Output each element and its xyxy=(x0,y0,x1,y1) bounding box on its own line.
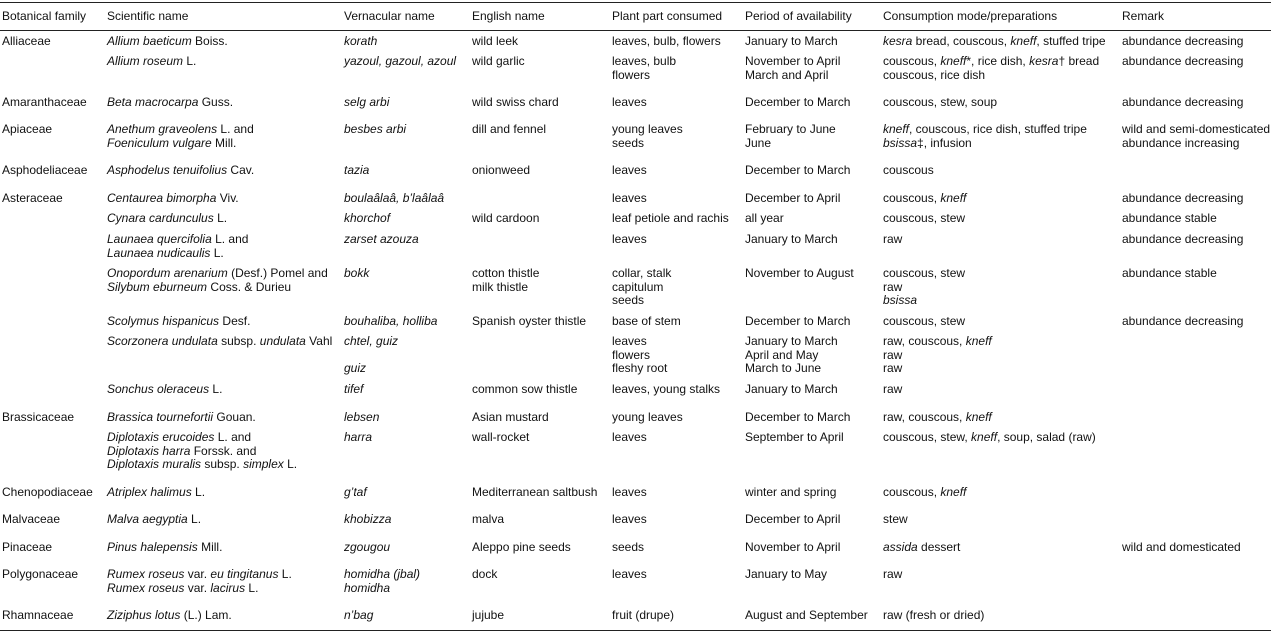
cell-remark: abundance stable xyxy=(1122,211,1217,225)
cell-period: December to March xyxy=(745,314,851,328)
table-top-rule xyxy=(0,2,1271,3)
cell-plant-part: seeds xyxy=(612,540,645,554)
cell-consumption-mode: raw xyxy=(883,567,903,581)
cell-remark: abundance decreasing xyxy=(1122,54,1244,68)
cell-family: Amaranthaceae xyxy=(2,95,87,109)
cell-plant-part: base of stem xyxy=(612,314,681,328)
cell-period: December to April xyxy=(745,191,841,205)
table-bottom-rule xyxy=(0,630,1271,631)
cell-consumption-mode: couscous, stew xyxy=(883,211,966,225)
cell-scientific-name: Allium roseum L. xyxy=(107,54,197,68)
cell-vernacular-name: korath xyxy=(344,34,378,48)
cell-plant-part: leaves xyxy=(612,95,647,109)
cell-scientific-name: Allium baeticum Boiss. xyxy=(107,34,228,48)
cell-family: Chenopodiaceae xyxy=(2,485,93,499)
cell-plant-part: leaves, young stalks xyxy=(612,382,721,396)
header-remark: Remark xyxy=(1122,9,1165,23)
cell-family: Asteraceae xyxy=(2,191,63,205)
cell-plant-part: fruit (drupe) xyxy=(612,608,675,622)
cell-vernacular-name: yazoul, gazoul, azoul xyxy=(344,54,457,68)
cell-family: Alliaceae xyxy=(2,34,51,48)
header-plant-part: Plant part consumed xyxy=(612,9,723,23)
cell-vernacular-name: chtel, guiz guiz xyxy=(344,334,399,376)
cell-english-name: Aleppo pine seeds xyxy=(472,540,571,554)
cell-plant-part: leaves xyxy=(612,163,647,177)
cell-english-name: wild swiss chard xyxy=(472,95,559,109)
cell-scientific-name: Diplotaxis erucoides L. and Diplotaxis harra Forssk. and Diplotaxis muralis subsp. simplex L. xyxy=(107,430,298,472)
cell-remark: wild and semi-domesticated abundance increasing xyxy=(1122,122,1271,150)
cell-english-name: dock xyxy=(472,567,498,581)
cell-english-name: wild cardoon xyxy=(472,211,540,225)
cell-scientific-name: Asphodelus tenuifolius Cav. xyxy=(107,163,255,177)
cell-consumption-mode: raw xyxy=(883,232,903,246)
cell-consumption-mode: raw, couscous, kneff raw raw xyxy=(883,334,992,376)
cell-scientific-name: Beta macrocarpa Guss. xyxy=(107,95,234,109)
cell-period: November to August xyxy=(745,266,854,280)
cell-family: Polygonaceae xyxy=(2,567,79,581)
cell-vernacular-name: besbes arbi xyxy=(344,122,407,136)
cell-consumption-mode: raw, couscous, kneff xyxy=(883,410,992,424)
cell-scientific-name: Cynara cardunculus L. xyxy=(107,211,228,225)
cell-scientific-name: Pinus halepensis Mill. xyxy=(107,540,223,554)
cell-scientific-name: Centaurea bimorpha Viv. xyxy=(107,191,239,205)
cell-plant-part: young leaves seeds xyxy=(612,122,683,150)
cell-plant-part: leaf petiole and rachis xyxy=(612,211,729,225)
cell-consumption-mode: raw xyxy=(883,382,903,396)
cell-english-name: common sow thistle xyxy=(472,382,578,396)
cell-family: Apiaceae xyxy=(2,122,53,136)
cell-family: Rhamnaceae xyxy=(2,608,74,622)
cell-remark: abundance decreasing xyxy=(1122,191,1244,205)
cell-vernacular-name: selg arbi xyxy=(344,95,390,109)
cell-english-name: Spanish oyster thistle xyxy=(472,314,587,328)
cell-period: September to April xyxy=(745,430,844,444)
cell-english-name: malva xyxy=(472,512,505,526)
cell-vernacular-name: zgougou xyxy=(344,540,391,554)
cell-period: December to March xyxy=(745,95,851,109)
cell-plant-part: leaves xyxy=(612,485,647,499)
cell-english-name: Mediterranean saltbush xyxy=(472,485,598,499)
cell-period: November to April March and April xyxy=(745,54,841,82)
cell-remark: abundance decreasing xyxy=(1122,314,1244,328)
cell-english-name: wild garlic xyxy=(472,54,525,68)
cell-period: January to March xyxy=(745,34,838,48)
header-vernacular-name: Vernacular name xyxy=(344,9,435,23)
cell-period: winter and spring xyxy=(745,485,837,499)
cell-vernacular-name: tazia xyxy=(344,163,370,177)
cell-plant-part: leaves xyxy=(612,512,647,526)
cell-english-name: wall-rocket xyxy=(472,430,530,444)
cell-period: December to March xyxy=(745,410,851,424)
cell-consumption-mode: couscous, stew, soup xyxy=(883,95,998,109)
cell-scientific-name: Sonchus oleraceus L. xyxy=(107,382,223,396)
cell-vernacular-name: khobizza xyxy=(344,512,392,526)
cell-family: Pinaceae xyxy=(2,540,53,554)
cell-remark: abundance decreasing xyxy=(1122,95,1244,109)
cell-scientific-name: Ziziphus lotus (L.) Lam. xyxy=(107,608,232,622)
cell-english-name: dill and fennel xyxy=(472,122,547,136)
cell-remark: abundance decreasing xyxy=(1122,34,1244,48)
cell-vernacular-name: bokk xyxy=(344,266,370,280)
cell-plant-part: leaves xyxy=(612,191,647,205)
cell-english-name: cotton thistle milk thistle xyxy=(472,266,540,294)
cell-scientific-name: Brassica tournefortii Gouan. xyxy=(107,410,256,424)
cell-family: Asphodeliaceae xyxy=(2,163,88,177)
header-botanical-family: Botanical family xyxy=(2,9,87,23)
cell-plant-part: leaves xyxy=(612,567,647,581)
cell-period: August and September xyxy=(745,608,868,622)
cell-vernacular-name: bouhaliba, holliba xyxy=(344,314,438,328)
cell-consumption-mode: couscous, kneff*, rice dish, kesra† bread couscous, rice dish xyxy=(883,54,1100,82)
cell-consumption-mode: couscous xyxy=(883,163,934,177)
cell-consumption-mode: couscous, kneff xyxy=(883,485,967,499)
cell-vernacular-name: boulaâlaâ, b’laâlaâ xyxy=(344,191,445,205)
cell-family: Brassicaceae xyxy=(2,410,75,424)
cell-vernacular-name: harra xyxy=(344,430,373,444)
cell-scientific-name: Rumex roseus var. eu tingitanus L. Rumex roseus var. lacirus L. xyxy=(107,567,292,595)
cell-plant-part: leaves xyxy=(612,232,647,246)
header-period: Period of availability xyxy=(745,9,852,23)
cell-english-name: wild leek xyxy=(472,34,519,48)
cell-plant-part: collar, stalk capitulum seeds xyxy=(612,266,672,308)
cell-plant-part: leaves, bulb flowers xyxy=(612,54,677,82)
cell-scientific-name: Onopordum arenarium (Desf.) Pomel and Silybum eburneum Coss. & Durieu xyxy=(107,266,328,294)
cell-consumption-mode: kesra bread, couscous, kneff, stuffed tripe xyxy=(883,34,1106,48)
header-rule xyxy=(0,30,1271,31)
cell-english-name: Asian mustard xyxy=(472,410,549,424)
cell-period: February to June June xyxy=(745,122,836,150)
cell-vernacular-name: zarset azouza xyxy=(344,232,419,246)
cell-vernacular-name: lebsen xyxy=(344,410,380,424)
cell-period: December to March xyxy=(745,163,851,177)
cell-vernacular-name: g’taf xyxy=(344,485,367,499)
cell-scientific-name: Scorzonera undulata subsp. undulata Vahl xyxy=(107,334,333,348)
cell-remark: abundance stable xyxy=(1122,266,1217,280)
cell-english-name: onionweed xyxy=(472,163,531,177)
cell-consumption-mode: stew xyxy=(883,512,908,526)
cell-period: all year xyxy=(745,211,784,225)
header-english-name: English name xyxy=(472,9,545,23)
cell-scientific-name: Malva aegyptia L. xyxy=(107,512,202,526)
cell-consumption-mode: couscous, stew, kneff, soup, salad (raw) xyxy=(883,430,1096,444)
cell-plant-part: leaves, bulb, flowers xyxy=(612,34,721,48)
header-consumption-mode: Consumption mode/preparations xyxy=(883,9,1058,23)
cell-period: January to May xyxy=(745,567,828,581)
cell-period: November to April xyxy=(745,540,841,554)
cell-remark: wild and domesticated xyxy=(1122,540,1241,554)
cell-period: January to March xyxy=(745,382,838,396)
cell-consumption-mode: kneff, couscous, rice dish, stuffed tripe bsissa‡, infusion xyxy=(883,122,1087,150)
cell-consumption-mode: raw (fresh or dried) xyxy=(883,608,985,622)
cell-period: January to March xyxy=(745,232,838,246)
cell-vernacular-name: n’bag xyxy=(344,608,374,622)
cell-english-name: jujube xyxy=(472,608,505,622)
cell-vernacular-name: khorchof xyxy=(344,211,391,225)
cell-scientific-name: Launaea quercifolia L. and Launaea nudicaulis L. xyxy=(107,232,249,260)
cell-scientific-name: Scolymus hispanicus Desf. xyxy=(107,314,251,328)
cell-scientific-name: Atriplex halimus L. xyxy=(107,485,206,499)
cell-vernacular-name: homidha (jbal) homidha xyxy=(344,567,421,595)
cell-plant-part: young leaves xyxy=(612,410,683,424)
cell-consumption-mode: couscous, kneff xyxy=(883,191,967,205)
header-scientific-name: Scientific name xyxy=(107,9,189,23)
cell-plant-part: leaves flowers fleshy root xyxy=(612,334,668,376)
cell-consumption-mode: couscous, stew xyxy=(883,314,966,328)
cell-consumption-mode: assida dessert xyxy=(883,540,961,554)
cell-period: January to March April and May March to June xyxy=(745,334,838,376)
cell-family: Malvaceae xyxy=(2,512,61,526)
cell-scientific-name: Anethum graveolens L. and Foeniculum vulgare Mill. xyxy=(107,122,254,150)
cell-period: December to April xyxy=(745,512,841,526)
cell-consumption-mode: couscous, stew raw bsissa xyxy=(883,266,966,308)
cell-plant-part: leaves xyxy=(612,430,647,444)
cell-remark: abundance decreasing xyxy=(1122,232,1244,246)
cell-vernacular-name: tifef xyxy=(344,382,364,396)
